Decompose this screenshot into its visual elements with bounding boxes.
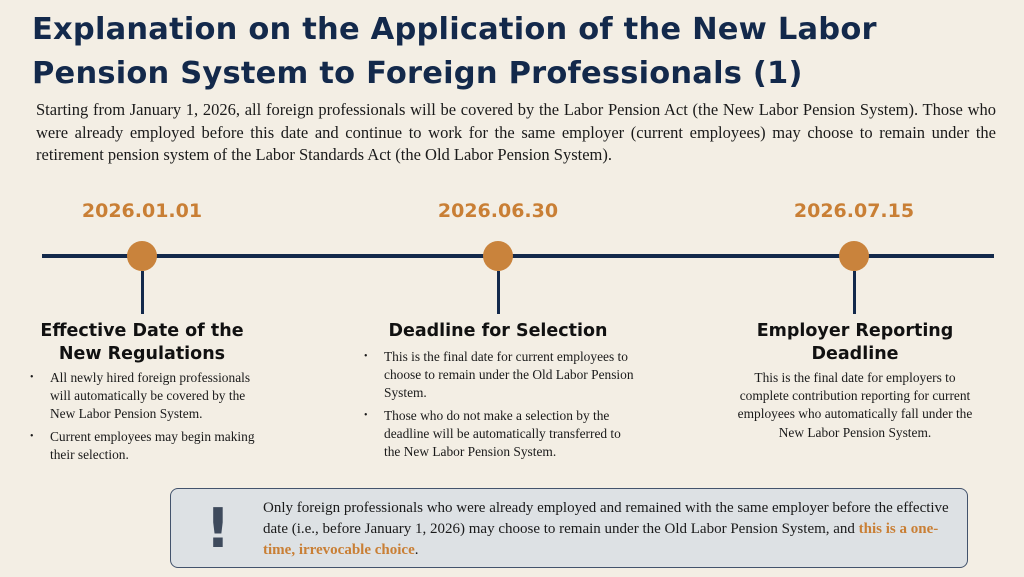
milestone-date-2: 2026.06.30	[437, 200, 559, 222]
note-text: Only foreign professionals who were already employed and remained with the same employer before the effective date (i.e., before January 1, 2026) may choose to remain under the Old Labor Pension System, and this is a one-time, irrevocable choice.	[263, 500, 949, 558]
timeline-dot-2	[483, 241, 513, 271]
milestone-description-3: This is the final date for employers to complete contribution reporting for current employees who automatically fall under the New Labor Pension System.	[737, 370, 973, 440]
timeline-stem-3	[853, 271, 856, 314]
list-item: • Those who do not make a selection by the deadline will be automatically transferred to the New Labor Pension System.	[364, 407, 621, 460]
intro-paragraph: Starting from January 1, 2026, all foreign professionals will be covered by the Labor Pension Act (the New Labor Pension System). Those who were already employed before this date and continue to work for the same employer (current employees) may choose to remain under the retirement pension system of the Labor Standards Act (the Old Labor Pension System).	[36, 100, 996, 164]
milestone-date-1: 2026.01.01	[81, 200, 203, 222]
bullet-icon: •	[364, 351, 368, 362]
bullet-icon: •	[30, 372, 34, 383]
milestone-date-3: 2026.07.15	[793, 200, 915, 222]
milestone-bullets-1	[28, 369, 260, 468]
milestone-bullets-2	[362, 348, 636, 465]
list-item: • Current employees may begin making their selection.	[30, 428, 255, 462]
list-item: • All newly hired foreign professionals will automatically be covered by the New Labor Pension System.	[30, 370, 251, 422]
milestone-heading-3: Employer Reporting Deadline	[756, 321, 954, 364]
note-highlight: this is a one-time, irrevocable choice	[263, 521, 939, 558]
bullet-icon: •	[30, 430, 34, 442]
milestone-heading-1: Effective Date of the New Regulations	[40, 321, 244, 364]
list-item: • This is the final date for current employees to choose to remain under the Old Labor Pension System.	[364, 349, 634, 401]
bullet-icon: •	[364, 409, 368, 421]
note-callout	[170, 488, 968, 568]
page-title: Explanation on the Application of the New Labor Pension System to Foreign Professionals (1)	[32, 12, 877, 91]
timeline-stem-1	[141, 271, 144, 314]
timeline-dot-1	[127, 241, 157, 271]
timeline-dot-3	[839, 241, 869, 271]
exclamation-icon: !	[205, 497, 231, 560]
timeline-stem-2	[497, 271, 500, 314]
milestone-heading-2: Deadline for Selection	[388, 321, 608, 341]
